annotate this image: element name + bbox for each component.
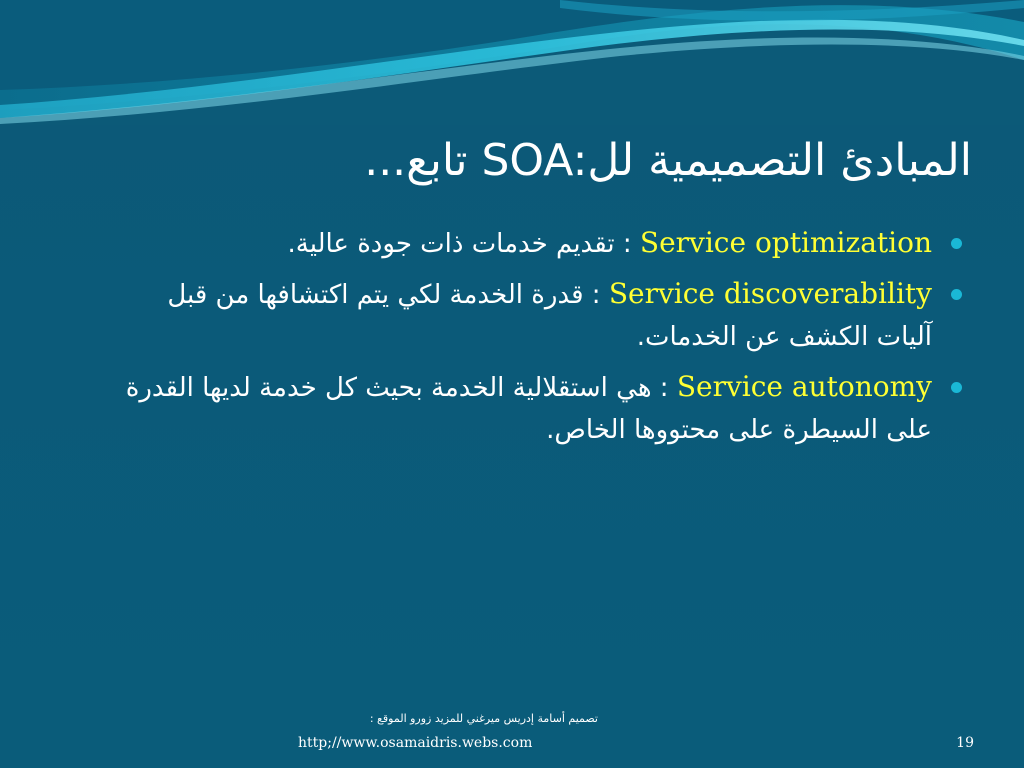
bullet-dot-icon (951, 382, 962, 393)
bullet-term: Service optimization (639, 226, 932, 259)
footer-url-link[interactable]: http;//www.osamaidris.webs.com (298, 735, 533, 751)
bullet-separator: : (583, 280, 609, 310)
bullet-description: تقديم خدمات ذات جودة عالية. (287, 229, 615, 259)
bullet-term: Service discoverability (608, 277, 932, 310)
title-arabic-suffix: تابع... (364, 135, 482, 186)
bullet-dot-icon (951, 289, 962, 300)
bullet-description: قدرة الخدمة لكي يتم اكتشافها من قبل آليات الكشف عن الخدمات. (167, 280, 932, 352)
bullet-list (122, 222, 962, 459)
slide-number: 19 (956, 735, 974, 751)
title-latin: SOA: (481, 135, 588, 186)
header-wave-decoration (0, 0, 1024, 125)
title-arabic-prefix: المبادئ التصميمية لل (587, 135, 972, 186)
bullet-dot-icon (951, 238, 962, 249)
bullet-item (122, 273, 962, 358)
footer-credit: تصميم أسامة إدريس ميرغني للمزيد زورو الموقع : (369, 712, 598, 725)
bullet-separator: : (651, 373, 677, 403)
bullet-term: Service autonomy (676, 370, 932, 403)
bullet-description: هي استقلالية الخدمة بحيث كل خدمة لديها القدرة على السيطرة على محتووها الخاص. (125, 373, 932, 445)
slide-title (212, 128, 972, 194)
bullet-separator: : (614, 229, 640, 259)
bullet-item (122, 222, 962, 265)
bullet-item (122, 366, 962, 451)
